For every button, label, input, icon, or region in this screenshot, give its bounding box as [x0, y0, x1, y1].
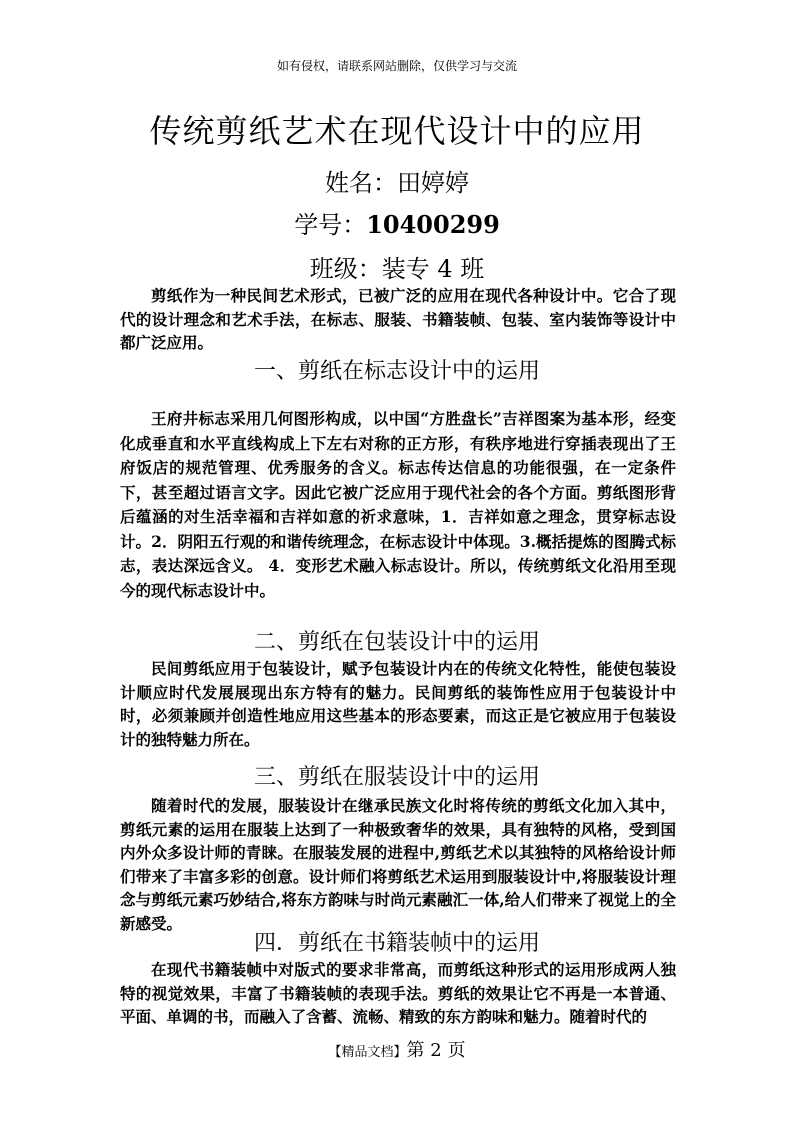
section-heading: 一、剪纸在标志设计中的运用 — [253, 359, 540, 384]
section-body: 王府井标志采用几何图形构成，以中国“方胜盘长”吉祥图案为基本形，经变化成垂直和水平直线构成上下左右对称的正方形，有秩序地进行穿插表现出了王府饭店的规范管理、优秀服务的含义。标志传达信息的功能很强，在一定条件下，甚至超过语言文字。因此它被广泛应用于现代社会的各个方面。剪纸图形背后蕴涵的对生活幸福和吉祥如意的祈求意味，1．吉祥如意之理念，贯穿标志设计。2．阴阳五行观的和谐传统理念，在标志设计中体现。3.概括提炼的图腾式标志，表达深远含义。 4．变形艺术融入标志设计。所以，传统剪纸文化沿用至现今的现代标志设计中。 — [120, 409, 676, 600]
student-id-label: 学号： — [294, 211, 367, 239]
author-name-line — [0, 163, 794, 198]
section-heading: 三、剪纸在服装设计中的运用 — [253, 765, 540, 790]
document-title: 传统剪纸艺术在现代设计中的应用 — [149, 112, 645, 150]
section-body: 在现代书籍装帧中对版式的要求非常高，而剪纸这种形式的运用形成两人独特的视觉效果，丰富了书籍装帧的表现手法。剪纸的效果让它不再是一本普通、平面、单调的书，而融入了含蓄、流畅、精致的东方韵味和魅力。随着时代的 — [120, 960, 676, 1026]
name-value: 田婷婷 — [397, 169, 469, 197]
class-label: 班级： — [309, 255, 382, 283]
section-heading: 二、剪纸在包装设计中的运用 — [253, 630, 540, 655]
student-id-value: 10400299 — [366, 210, 500, 239]
student-id-line — [0, 205, 794, 240]
section-body: 民间剪纸应用于包装设计，赋予包装设计内在的传统文化特性，能使包装设计顺应时代发展展现出东方特有的魅力。民间剪纸的装饰性应用于包装设计中时，必须兼顾并创造性地应用这些基本的形态要素，而这正是它被应用于包装设计的独特魅力所在。 — [120, 659, 676, 749]
copyright-notice: 如有侵权，请联系网站删除，仅供学习与交流 — [276, 59, 517, 73]
page-number: 第 2 页 — [406, 1040, 466, 1061]
class-line — [0, 249, 794, 284]
name-label: 姓名： — [325, 169, 397, 197]
section-heading: 四．剪纸在书籍装帧中的运用 — [253, 931, 540, 956]
class-value: 装专 4 班 — [381, 255, 485, 283]
footer-tag: 【精品文档】 — [328, 1045, 407, 1060]
intro-paragraph: 剪纸作为一种民间艺术形式，已被广泛的应用在现代各种设计中。它合了现代的设计理念和艺术手法，在标志、服装、书籍装帧、包装、室内装饰等设计中都广泛应用。 — [120, 286, 676, 352]
page-footer — [0, 1036, 794, 1062]
section-body: 随着时代的发展，服装设计在继承民族文化时将传统的剪纸文化加入其中，剪纸元素的运用在服装上达到了一种极致奢华的效果，具有独特的风格，受到国内外众多设计师的青睐。在服装发展的进程中,剪纸艺术以其独特的风格给设计师们带来了丰富多彩的创意。设计师们将剪纸艺术运用到服装设计中,将服装设计理念与剪纸元素巧妙结合,将东方韵味与时尚元素融汇一体,给人们带来了视觉上的全新感受。 — [120, 796, 676, 933]
